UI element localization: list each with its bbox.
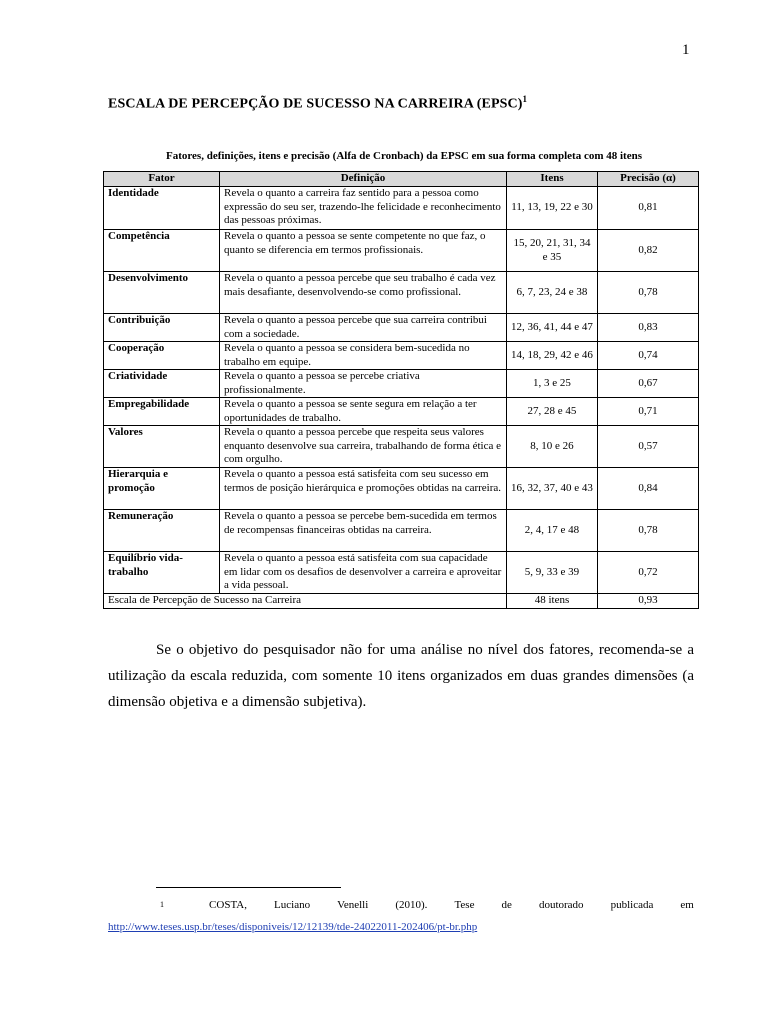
- itens-cell: 5, 9, 33 e 39: [507, 552, 598, 594]
- precisao-cell: 0,67: [598, 370, 699, 398]
- footnote-word: (2010).: [395, 899, 428, 911]
- header-fator: Fator: [104, 172, 220, 187]
- definicao-cell: Revela o quanto a pessoa se sente segura em relação a ter oportunidades de trabalho.: [220, 398, 507, 426]
- itens-cell: 6, 7, 23, 24 e 38: [507, 272, 598, 314]
- precisao-cell: 0,74: [598, 342, 699, 370]
- table-row: [104, 510, 699, 552]
- itens-cell: 16, 32, 37, 40 e 43: [507, 468, 598, 510]
- total-itens-cell: 48 itens: [507, 594, 598, 609]
- itens-cell: 2, 4, 17 e 48: [507, 510, 598, 552]
- itens-cell: 12, 36, 41, 44 e 47: [507, 314, 598, 342]
- table-row: [104, 426, 699, 468]
- fator-cell: Cooperação: [104, 342, 220, 370]
- fator-cell: Empregabilidade: [104, 398, 220, 426]
- table-caption: Fatores, definições, itens e precisão (Alfa de Cronbach) da EPSC em sua forma completa com 48 itens: [165, 150, 642, 162]
- fator-cell: Identidade: [104, 187, 220, 230]
- precisao-cell: 0,71: [598, 398, 699, 426]
- fator-cell: Contribuição: [104, 314, 220, 342]
- footnote-marker: 1: [160, 900, 164, 909]
- table-row: [104, 272, 699, 314]
- precisao-cell: 0,82: [598, 230, 699, 272]
- itens-cell: 1, 3 e 25: [507, 370, 598, 398]
- footnote-link[interactable]: http://www.teses.usp.br/teses/disponiveis/12/12139/tde-24022011-202406/pt-br.php: [108, 921, 478, 933]
- definicao-cell: Revela o quanto a pessoa percebe que seu trabalho é cada vez mais desafiante, desenvolvendo-se como profissional.: [220, 272, 507, 314]
- itens-cell: 11, 13, 19, 22 e 30: [507, 187, 598, 230]
- footnote-word: Tese: [454, 899, 475, 911]
- title-footnote-marker[interactable]: 1: [522, 94, 528, 104]
- definicao-cell: Revela o quanto a pessoa percebe que sua carreira contribui com a sociedade.: [220, 314, 507, 342]
- table-row: [104, 187, 699, 230]
- table-row: [104, 398, 699, 426]
- header-precisao: Precisão (α): [598, 172, 699, 187]
- table-row: [104, 552, 699, 594]
- table-row: [104, 370, 699, 398]
- fator-cell: Equilíbrio vida-trabalho: [104, 552, 220, 594]
- footnote-word: em: [680, 899, 694, 911]
- footnote-word: de: [501, 899, 512, 911]
- header-definicao: Definição: [220, 172, 507, 187]
- definicao-cell: Revela o quanto a pessoa se percebe criativa profissionalmente.: [220, 370, 507, 398]
- total-label-cell: Escala de Percepção de Sucesso na Carreira: [104, 594, 507, 609]
- title-text: ESCALA DE PERCEPÇÃO DE SUCESSO NA CARREIRA (EPSC): [108, 96, 523, 112]
- fator-cell: Remuneração: [104, 510, 220, 552]
- definicao-cell: Revela o quanto a pessoa se percebe bem-sucedida em termos de recompensas financeiras obtidas na carreira.: [220, 510, 507, 552]
- total-precisao-cell: 0,93: [598, 594, 699, 609]
- footnote-word: COSTA,: [209, 899, 247, 911]
- table-row: [104, 342, 699, 370]
- precisao-cell: 0,78: [598, 510, 699, 552]
- table-row: [104, 230, 699, 272]
- definicao-cell: Revela o quanto a pessoa se sente competente no que faz, o quanto se diferencia em termos profissionais.: [220, 230, 507, 272]
- itens-cell: 15, 20, 21, 31, 34 e 35: [507, 230, 598, 272]
- fator-cell: Criatividade: [104, 370, 220, 398]
- fator-cell: Desenvolvimento: [104, 272, 220, 314]
- footnote-citation-line: [108, 894, 694, 916]
- footnote-word: publicada: [610, 899, 654, 911]
- page-number: 1: [682, 42, 690, 58]
- table-header-row: [104, 172, 699, 187]
- definicao-cell: Revela o quanto a pessoa percebe que respeita seus valores enquanto desenvolve sua carreira, trabalhando de forma ética e com orgulho.: [220, 426, 507, 468]
- definicao-cell: Revela o quanto a pessoa está satisfeita com seu sucesso em termos de posição hierárquica e promoções obtidas na carreira.: [220, 468, 507, 510]
- precisao-cell: 0,57: [598, 426, 699, 468]
- body-paragraph: Se o objetivo do pesquisador não for uma análise no nível dos fatores, recomenda-se a utilização da escala reduzida, com somente 10 itens organizados em duas grandes dimensões (a dimensão objetiva e a dimensão subjetiva).: [108, 642, 694, 710]
- itens-cell: 27, 28 e 45: [507, 398, 598, 426]
- footnote: [108, 894, 694, 938]
- epsc-table: [103, 171, 699, 609]
- precisao-cell: 0,81: [598, 187, 699, 230]
- fator-cell: Competência: [104, 230, 220, 272]
- itens-cell: 8, 10 e 26: [507, 426, 598, 468]
- table-total-row: [104, 594, 699, 609]
- footnote-word: Luciano: [274, 899, 311, 911]
- itens-cell: 14, 18, 29, 42 e 46: [507, 342, 598, 370]
- definicao-cell: Revela o quanto a carreira faz sentido para a pessoa como expressão do seu ser, trazendo-lhe felicidade e reconhecimento das pessoas próximas.: [220, 187, 507, 230]
- table-row: [104, 314, 699, 342]
- definicao-cell: Revela o quanto a pessoa se considera bem-sucedida no trabalho em equipe.: [220, 342, 507, 370]
- table-row: [104, 468, 699, 510]
- fator-cell: Valores: [104, 426, 220, 468]
- definicao-cell: Revela o quanto a pessoa está satisfeita com sua capacidade em lidar com os desafios de desenvolver a carreira e aproveitar a vida pessoal.: [220, 552, 507, 594]
- footnote-word: Venelli: [337, 899, 369, 911]
- precisao-cell: 0,78: [598, 272, 699, 314]
- fator-cell: Hierarquia e promoção: [104, 468, 220, 510]
- precisao-cell: 0,83: [598, 314, 699, 342]
- header-itens: Itens: [507, 172, 598, 187]
- footnote-separator: [156, 887, 341, 888]
- document-title: [108, 94, 708, 113]
- precisao-cell: 0,84: [598, 468, 699, 510]
- footnote-word: doutorado: [538, 899, 584, 911]
- precisao-cell: 0,72: [598, 552, 699, 594]
